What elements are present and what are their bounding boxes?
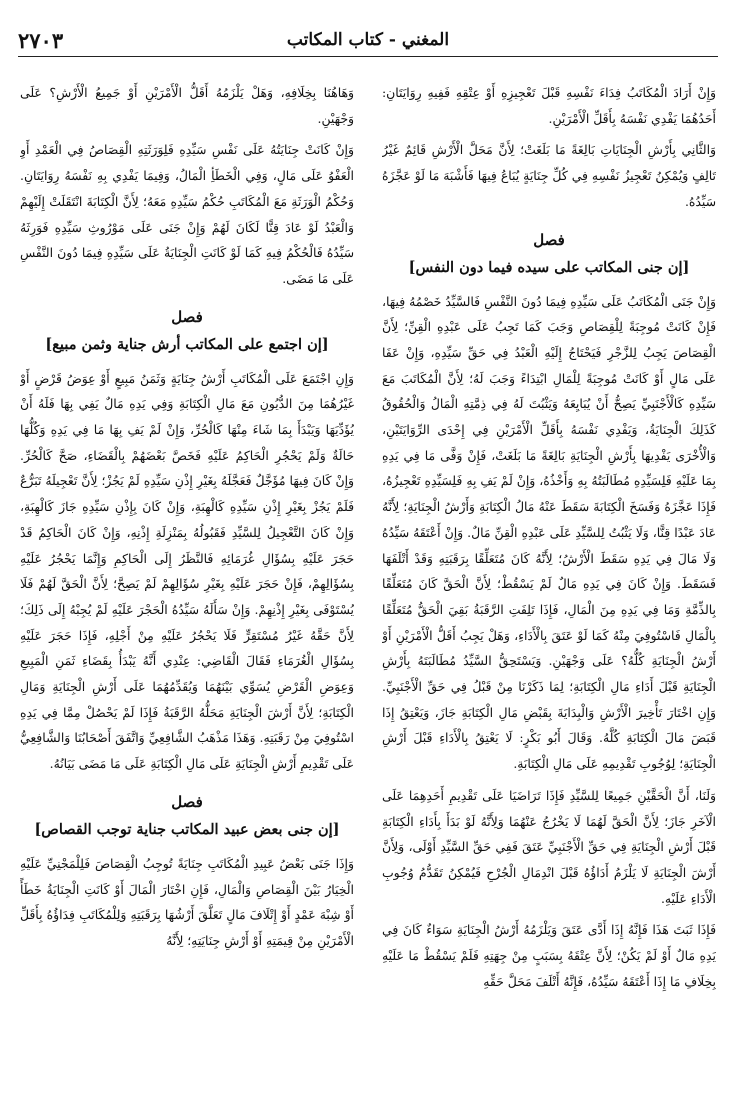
section-title: [إن جنى المكاتب على سيده فيما دون النفس] bbox=[408, 258, 690, 276]
paragraph: وَلَنَا، أَنَّ الْحَقَّيْنِ جَمِيعًا لِلسَّيِّدِ فَإِذَا تَرَاضَيَا عَلَى تَقْدِيمِ أَحَدِهِمَا عَلَى الْآخَرِ جَازَ؛ لِأَنَّ الْحَقَّ لَهُمَا لَا يَخْرُجُ عَنْهُمَا وَلِأَنَّهُ لَوْ بَدَأَ بِأَدَاءِ الْكِتَابَةِ قَبْلَ أَرْشِ الْجِنَايَةِ فِي حَقِّ الْأَجْنَبِيِّ عَتَقَ فَفِي حَقِّ السَّيِّدِ أَوْلَى، وَلِأَنَّ أَرْشَ الْجِنَايَةِ لَا يَلْزَمُ أَدَاؤُهُ قَبْلَ انْدِمَالِ الْجُرْحِ فَيُمْكِنُ تَقَدُّمُ وُجُوبِ الْأَدَاءِ عَلَيْهِ. bbox=[382, 787, 716, 906]
running-title: المغني - كتاب المكاتب bbox=[286, 30, 450, 50]
right-column bbox=[382, 80, 716, 1080]
section-title: [إن اجتمع على المكاتب أرش جناية وثمن مبيع] bbox=[45, 335, 329, 353]
paragraph: وَإِنْ جَنَى الْمُكَاتَبُ عَلَى سَيِّدِهِ فِيمَا دُونَ النَّفْسِ فَالسَّيِّدُ خَصْمُهُ فِيهَا، فَإِنْ كَانَتْ مُوجِبَةً لِلْقِصَاصِ وَجَبَ كَمَا تَجِبُ عَلَى عَبْدِهِ الْقِنِّ؛ لِأَنَّ الْقِصَاصَ يَجِبُ لِلزَّجْرِ فَيَحْتَاجُ إِلَيْهِ الْعَبْدُ فِي حَقِّ سَيِّدِهِ، وَإِنْ عَفَا عَلَى مَالٍ أَوْ كَانَتْ مُوجِبَةً لِلْمَالِ ابْتِدَاءً وَجَبَ لَهُ؛ لِأَنَّ الْمُكَاتَبَ مَعَ سَيِّدِهِ كَالْأَجْنَبِيِّ يَصِحُّ أَنْ يُبَايِعَهُ وَيَثْبُتَ لَهُ فِي ذِمَّتِهِ الْمَالُ وَالْحُقُوقُ كَذَلِكَ الْجِنَايَةُ، وَيَفْدِي نَفْسَهُ بِأَقَلِّ الْأَمْرَيْنِ فِي إِحْدَى الرِّوَايَتَيْنِ، وَالْأُخْرَى يَفْدِيهَا بِأَرْشِ الْجِنَايَةِ بَالِغَةً مَا بَلَغَتْ، فَإِنْ وَفَّى مَا فِي يَدِهِ بِمَا عَلَيْهِ فَلِسَيِّدِهِ مُطَالَبَتُهُ بِهِ وَأَخْذُهُ، وَإِنْ لَمْ يَفِ بِهِ فَلِسَيِّدِهِ تَعْجِيزُهُ، فَإِذَا عَجَّزَهُ وَفَسَخَ الْكِتَابَةَ سَقَطَ عَنْهُ مَالُ الْكِتَابَةِ وَأَرْشُ الْجِنَايَةِ؛ لِأَنَّهُ عَادَ عَبْدًا قِنًّا، وَلَا يَثْبُتُ لِلسَّيِّدِ عَلَى عَبْدِهِ الْقِنِّ مَالٌ. وَإِنْ أَعْتَقَهُ سَيِّدُهُ وَلَا مَالَ فِي يَدِهِ سَقَطَ الْأَرْشُ؛ لِأَنَّهُ كَانَ مُتَعَلِّقًا بِرَقَبَتِهِ وَقَدْ أَتْلَفَهَا فَسَقَطَ. وَإِنْ كَانَ فِي يَدِهِ مَالٌ لَمْ يَسْقُطْ؛ لِأَنَّ الْحَقَّ كَانَ مُتَعَلِّقًا بِالذِّمَّةِ وَمَا فِي يَدِهِ مِنَ الْمَالِ، فَإِذَا تَلِفَتِ الرَّقَبَةُ بَقِيَ الْحَقُّ مُتَعَلِّقًا بِالْمَالِ فَاسْتُوفِيَ مِنْهُ كَمَا لَوْ عَتَقَ بِالْأَدَاءِ، وَهَلْ يَجِبُ أَقَلُّ الْأَمْرَيْنِ أَوْ أَرْشُ الْجِنَايَةِ كُلُّهُ؟ عَلَى وَجْهَيْنِ. وَيَسْتَحِقُّ السَّيِّدُ مُطَالَبَتَهُ بِأَرْشِ الْجِنَايَةِ قَبْلَ أَدَاءِ مَالِ الْكِتَابَةِ؛ لِمَا ذَكَرْنَا مِنْ قَبْلُ فِي حَقِّ الْأَجْنَبِيِّ. وَإِنِ اخْتَارَ تَأْخِيرَ الْأَرْشِ وَالْبِدَايَةَ بِقَبْضِ مَالِ الْكِتَابَةِ جَازَ، وَيَعْتِقُ إِذَا قَبَضَ مَالَ الْكِتَابَةِ كُلَّهُ. وَقَالَ أَبُو بَكْرٍ: لَا يَعْتِقُ بِالْأَدَاءِ قَبْلَ أَرْشِ الْجِنَايَةِ؛ لِوُجُوبِ تَقْدِيمِهِ عَلَى مَالِ الْكِتَابَةِ. bbox=[382, 293, 716, 772]
paragraph: فَإِذَا ثَبَتَ هَذَا فَإِنَّهُ إِذَا أَدَّى عَتَقَ وَيَلْزَمُهُ أَرْشُ الْجِنَايَةِ سَوَاءٌ كَانَ فِي يَدِهِ مَالٌ أَوْ لَمْ يَكُنْ؛ لِأَنَّ عِتْقَهُ بِسَبَبٍ مِنْ جِهَتِهِ فَلَمْ يَسْقُطْ مَا عَلَيْهِ بِخِلَافِ مَا إِذَا أَعْتَقَهُ سَيِّدُهُ، فَإِنَّهُ أَتْلَفَ مَحَلَّ حَقِّهِ bbox=[382, 922, 716, 989]
section-title: [إن جنى بعض عبيد المكاتب جناية توجب القصاص] bbox=[34, 820, 340, 838]
section-heading: فصل bbox=[171, 307, 203, 326]
paragraph: وَإِنِ اجْتَمَعَ عَلَى الْمُكَاتَبِ أَرْشُ جِنَايَةٍ وَثَمَنُ مَبِيعٍ أَوْ عِوَضُ قَرْضٍ أَوْ غَيْرُهُمَا مِنَ الدُّيُونِ مَعَ مَالِ الْكِتَابَةِ وَفِي يَدِهِ مَالٌ يَفِي بِهَا فَلَهُ أَنْ يُؤَدِّيَهَا وَيَبْدَأَ بِمَا شَاءَ مِنْهَا كَالْحُرِّ، وَإِنْ لَمْ يَفِ بِهَا مَا فِي يَدِهِ وَكُلُّهَا حَالَةٌ وَلَمْ يَحْجُرِ الْحَاكِمُ عَلَيْهِ فَخَصَّ بَعْضَهُمْ بِالْقَضَاءِ، صَحَّ كَالْحُرِّ. وَإِنْ كَانَ فِيهَا مُؤَجَّلٌ فَعَجَّلَهُ بِغَيْرِ إِذْنِ سَيِّدِهِ لَمْ يَجُزْ؛ لِأَنَّ تَعْجِيلَهُ تَبَرُّعٌ فَلَمْ يَجُزْ بِغَيْرِ إِذْنِ سَيِّدِهِ كَالْهِبَةِ، وَإِنْ كَانَ بِإِذْنِ سَيِّدِهِ جَازَ كَالْهِبَةِ، وَإِنْ كَانَ التَّعْجِيلُ لِلسَّيِّدِ فَقَبُولُهُ بِمَنْزِلَةِ إِذْنِهِ، وَإِنْ كَانَ الْحَاكِمُ قَدْ حَجَرَ عَلَيْهِ بِسُؤَالِ غُرَمَائِهِ فَالنَّظَرُ إِلَى الْحَاكِمِ وَإِنَّمَا يَحْجُرُ عَلَيْهِ بِسُؤَالِهِمْ، فَإِنْ حَجَرَ عَلَيْهِ بِغَيْرِ سُؤَالِهِمْ لَمْ يَصِحَّ؛ لِأَنَّ الْحَقَّ لَهُمْ فَلَا يُسْتَوْفَى بِغَيْرِ إِذْنِهِمْ. وَإِنْ سَأَلَهُ سَيِّدُهُ الْحَجْرَ عَلَيْهِ لَمْ يُجِبْهُ إِلَى ذَلِكَ؛ لِأَنَّ حَقَّهُ غَيْرُ مُسْتَقِرٍّ فَلَا يَحْجُرُ عَلَيْهِ مِنْ أَجْلِهِ، فَإِذَا حَجَرَ عَلَيْهِ بِسُؤَالِ الْغُرَمَاءِ فَقَالَ الْقَاضِي: عِنْدِي أَنَّهُ يَبْدَأُ بِقَضَاءِ ثَمَنِ الْمَبِيعِ وَعِوَضِ الْقَرْضِ يُسَوِّي بَيْنَهُمَا وَيُقَدِّمُهُمَا عَلَى أَرْشِ الْجِنَايَةِ وَمَالِ الْكِتَابَةِ؛ لِأَنَّ أَرْشَ الْجِنَايَةِ مَحَلُّهُ الرَّقَبَةُ فَإِذَا لَمْ يَحْصُلْ مِمَّا فِي يَدِهِ اسْتُوفِيَ مِنْ رَقَبَتِهِ. وَهَذَا مَذْهَبُ الشَّافِعِيِّ وَاتَّفَقَ أَصْحَابُنَا وَالشَّافِعِيُّ عَلَى تَقْدِيمِ أَرْشِ الْجِنَايَةِ عَلَى مَالِ الْكِتَابَةِ عَلَى مَا مَضَى بَيَانُهُ. bbox=[20, 370, 354, 772]
paragraph: وَإِنْ أَرَادَ الْمُكَاتَبُ فِدَاءَ نَفْسِهِ قَبْلَ تَعْجِيزِهِ أَوْ عِتْقِهِ فَفِيهِ رِوَايَتَانِ: أَحَدُهُمَا يَفْدِي نَفْسَهُ بِأَقَلِّ الْأَمْرَيْنِ. bbox=[382, 85, 716, 126]
section-heading: فصل bbox=[171, 792, 203, 811]
page-header bbox=[18, 28, 718, 57]
left-column bbox=[20, 80, 354, 1080]
paragraph: وَالثَّانِي بِأَرْشِ الْجِنَايَاتِ بَالِغَةً مَا بَلَغَتْ؛ لِأَنَّ مَحَلَّ الْأَرْشِ قَائِمٌ غَيْرُ تَالِفٍ وَيُمْكِنُ تَعْجِيزُ نَفْسِهِ فِي كُلِّ جِنَايَةٍ يُبَاعُ فِيهَا فَأَشْبَهَ مَا لَوْ عَجَّزَهُ سَيِّدُهُ. bbox=[382, 142, 716, 209]
paragraph: وَإِنْ كَانَتْ جِنَايَتُهُ عَلَى نَفْسِ سَيِّدِهِ فَلِوَرَثَتِهِ الْقِصَاصُ فِي الْعَمْدِ أَوِ الْعَفْوُ عَلَى مَالٍ، وَفِي الْخَطَأِ الْمَالُ، وَفِيمَا يَفْدِي بِهِ نَفْسَهُ رِوَايَتَانِ. وَحُكْمُ الْوَرَثَةِ مَعَ الْمُكَاتَبِ حُكْمُ سَيِّدِهِ مَعَهُ؛ لِأَنَّ الْكِتَابَةَ انْتَقَلَتْ إِلَيْهِمْ وَالْعَبْدُ لَوْ عَادَ قِنًّا لَكَانَ لَهُمْ وَإِنْ جَنَى عَلَى مَوْرُوثِ سَيِّدِهِ فَوَرِثَهُ سَيِّدُهُ فَالْحُكْمُ فِيهِ كَمَا لَوْ كَانَتِ الْجِنَايَةُ عَلَى سَيِّدِهِ فِيمَا دُونَ النَّفْسِ عَلَى مَا مَضَى. bbox=[20, 142, 354, 286]
paragraph: وَإِذَا جَنَى بَعْضُ عَبِيدِ الْمُكَاتَبِ جِنَايَةً تُوجِبُ الْقِصَاصَ فَلِلْمَجْنِيِّ عَلَيْهِ الْخِيَارُ بَيْنَ الْقِصَاصِ وَالْمَالِ، فَإِنِ اخْتَارَ الْمَالَ أَوْ كَانَتِ الْجِنَايَةُ خَطَأً أَوْ شِبْهَ عَمْدٍ أَوْ إِتْلَافَ مَالٍ تَعَلَّقَ أَرْشُهَا بِرَقَبَتِهِ وَلِلْمُكَاتَبِ فِدَاؤُهُ بِأَقَلِّ الْأَمْرَيْنِ مِنْ قِيمَتِهِ أَوْ أَرْشِ جِنَايَتِهِ؛ لِأَنَّهُ bbox=[20, 855, 354, 948]
paragraph: وَهَاهُنَا بِخِلَافِهِ، وَهَلْ يَلْزَمُهُ أَقَلُّ الْأَمْرَيْنِ أَوْ جَمِيعُ الْأَرْشِ؟ عَلَى وَجْهَيْنِ. bbox=[20, 85, 354, 126]
column-divider bbox=[367, 80, 368, 1074]
section-heading: فصل bbox=[533, 230, 565, 249]
page-number: ٢٧٠٣ bbox=[18, 28, 64, 53]
